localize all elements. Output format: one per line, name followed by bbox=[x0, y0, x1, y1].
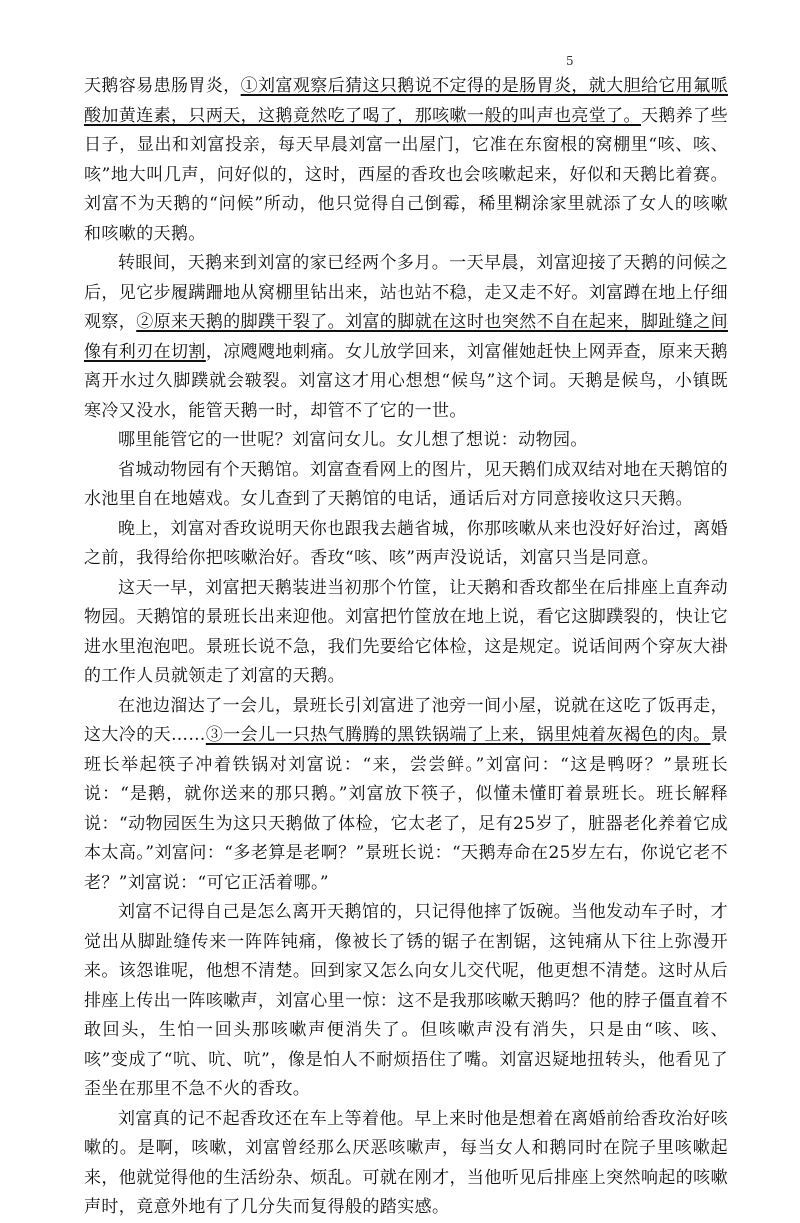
article-body bbox=[84, 72, 728, 1223]
text-segment: 转眼间，天鹅来到刘富的家已经两个多月。一天早晨，刘富迎接了天鹅的问候之后，见它步履蹒跚地从窝棚里钻出来，站也站不稳，走又走不好。刘富蹲在地上仔细观察， bbox=[84, 253, 728, 332]
text-segment: 刘富真的记不起香玫还在车上等着他。早上来时他是想着在离婚前给香玫治好咳嗽的。是啊，咳嗽，刘富曾经那么厌恶咳嗽声，每当女人和鹅同时在院子里咳嗽起来，他就觉得他的生活纷杂、烦乱。可就在刚才，当他听见后排座上突然响起的咳嗽声时，竟意外地有了几分失而复得般的踏实感。 bbox=[84, 1108, 728, 1217]
paragraph bbox=[84, 426, 728, 456]
underlined-passage: ②原来天鹅的脚蹼干裂了。刘富的脚就在这时也突然不自在起来，脚趾缝之间像有利刃在切割 bbox=[84, 312, 728, 362]
text-segment: 天鹅容易患肠胃炎， bbox=[84, 76, 241, 96]
text-segment: 哪里能管它的一世呢？刘富问女儿。女儿想了想说：动物园。 bbox=[118, 430, 588, 450]
underlined-passage: ③一会儿一只热气腾腾的黑铁锅端了上来，锅里炖着灰褐色的肉。 bbox=[205, 725, 711, 745]
text-segment: 刘富不记得自己是怎么离开天鹅馆的，只记得他摔了饭碗。当他发动车子时，才觉出从脚趾缝传来一阵阵钝痛，像被长了锈的锯子在割锯，这钝痛从下往上弥漫开来。该怨谁呢，他想不清楚。回到家又怎么向女儿交代呢，他更想不清楚。这时从后排座上传出一阵咳嗽声，刘富心里一惊：这不是我那咳嗽天鹅吗？他的脖子僵直着不敢回头，生怕一回头那咳嗽声便消失了。但咳嗽声没有消失，只是由“咳、咳、咳”变成了“吭、吭、吭”，像是怕人不耐烦捂住了嘴。刘富迟疑地扭转头，他看见了歪坐在那里不急不火的香玫。 bbox=[84, 902, 728, 1099]
text-segment: 景班长举起筷子冲着铁锅对刘富说：“来，尝尝鲜。”刘富问：“这是鸭呀？”景班长说：“是鹅，就你送来的那只鹅。”刘富放下筷子，似懂未懂盯着景班长。班长解释说：“动物园医生为这只天鹅做了体检，它太老了，足有25岁了，脏器老化养着它成本太高。”刘富问：“多老算是老啊？”景班长说：“天鹅寿命在25岁左右，你说它老不老？”刘富说：“可它正活着哪。” bbox=[84, 725, 728, 893]
page-number: 5 bbox=[566, 54, 574, 68]
paragraph bbox=[84, 456, 728, 515]
paragraph bbox=[84, 898, 728, 1105]
underlined-passage: ①刘富观察后猜这只鹅说不定得的是肠胃炎，就大胆给它用氟哌酸加黄连素，只两天，这鹅竟然吃了喝了，那咳嗽一般的叫声也亮堂了。 bbox=[84, 76, 728, 126]
paragraph bbox=[84, 72, 728, 249]
paragraph bbox=[84, 574, 728, 692]
text-segment: 晚上，刘富对香玫说明天你也跟我去趟省城，你那咳嗽从来也没好好治过，离婚之前，我得给你把咳嗽治好。香玫“咳、咳”两声没说话，刘富只当是同意。 bbox=[84, 518, 728, 568]
paragraph bbox=[84, 515, 728, 574]
paragraph bbox=[84, 1105, 728, 1223]
text-segment: 在池边溜达了一会儿，景班长引刘富进了池旁一间小屋，说就在这吃了饭再走，这大冷的天…… bbox=[84, 695, 728, 745]
paragraph bbox=[84, 249, 728, 426]
text-segment: 省城动物园有个天鹅馆。刘富查看网上的图片，见天鹅们成双结对地在天鹅馆的水池里自在地嬉戏。女儿查到了天鹅馆的电话，通话后对方同意接收这只天鹅。 bbox=[84, 459, 728, 509]
text-segment: ，凉飕飕地刺痛。女儿放学回来，刘富催她赶快上网弄查，原来天鹅离开水过久脚蹼就会皲裂。刘富这才用心想想“候鸟”这个词。天鹅是候鸟，小镇既寒冷又没水，能管天鹅一时，却管不了它的一世。 bbox=[84, 341, 728, 421]
text-segment: 这天一早，刘富把天鹅装进当初那个竹筐，让天鹅和香玫都坐在后排座上直奔动物园。天鹅馆的景班长出来迎他。刘富把竹筐放在地上说，看它这脚蹼裂的，快让它进水里泡泡吧。景班长说不急，我们先要给它体检，这是规定。说话间两个穿灰大褂的工作人员就领走了刘富的天鹅。 bbox=[84, 577, 728, 686]
paragraph bbox=[84, 692, 728, 899]
text-segment: 天鹅养了些日子，显出和刘富投亲，每天早晨刘富一出屋门，它准在东窗根的窝棚里“咳、咳、咳”地大叫几声，问好似的，这时，西屋的香玫也会咳嗽起来，好似和天鹅比着赛。刘富不为天鹅的“问候”所动，他只觉得自己倒霉，稀里糊涂家里就添了女人的咳嗽和咳嗽的天鹅。 bbox=[84, 105, 728, 244]
